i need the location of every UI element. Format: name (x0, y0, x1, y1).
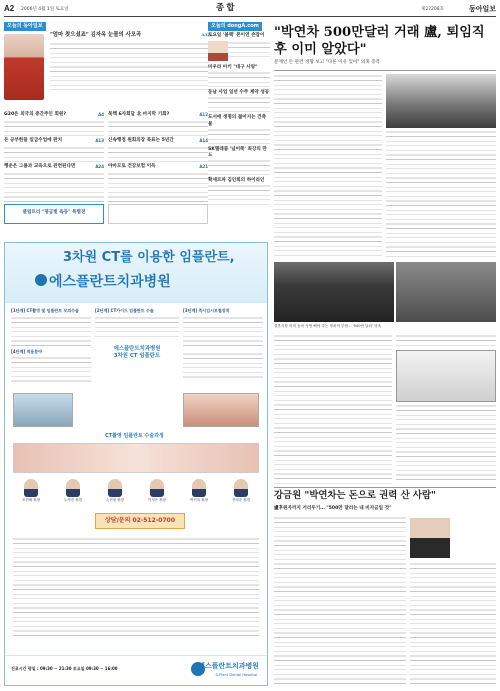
main-body-col2 (386, 130, 496, 258)
main-subheadline: 문재인 돈 관련 정황 보고 "다른 이유 있어" 의혹 증폭 (274, 60, 381, 65)
doctor-profile: 손현섭 원장 (97, 479, 133, 503)
main-photo (386, 74, 496, 128)
paper-logo: 동아일보 (468, 4, 496, 13)
ad-footer (5, 655, 267, 685)
ad-section: [3단계] 즉시임시보철장착 (183, 309, 263, 378)
dongacom-item[interactable]: 미우라 아키 "대구 사랑" (208, 65, 270, 87)
ad-title: 3차원 CT를 이용한 임플란트, (63, 250, 235, 265)
feature-headline[interactable]: "엄마 찾으셨죠" 김자옥 눈물의 사모곡 A32 (50, 32, 210, 38)
doctor-profile: 노영진 원장 (55, 479, 91, 503)
dongacom-tab: 오늘의 dongA.com (208, 22, 262, 31)
brief-item[interactable]: 북핵 6자회담 北 마지막 기회? A12 (108, 112, 208, 138)
brief-item[interactable]: 행운은 그룹과 교육으로 관련된다면 A24 (4, 164, 104, 202)
masthead (4, 3, 496, 17)
brief-item[interactable]: 야마모토 건강보험 이득 A21 (108, 164, 208, 202)
second-body-col1 (274, 516, 406, 684)
dongacom-photo (208, 41, 228, 61)
issue-date: 2006년 4월 1일 토요일 (21, 7, 69, 12)
ad-photo (13, 393, 73, 427)
feature-body (50, 42, 210, 90)
doctor-profile: 이정은 원장 (139, 479, 175, 503)
photo-caption: 결혼식장 어머 동의 사생 해야 하는 정치적 부담… '500만 달러' 당혹 (274, 324, 382, 328)
clinic-logo-icon (35, 274, 47, 286)
feature-tab: 오늘의 동아일보 (4, 22, 46, 31)
dongacom-headline[interactable]: 토요일 '블랙' 폰이연 손잡이 (208, 32, 265, 38)
ad-photo (183, 393, 259, 427)
main-body-col4 (396, 334, 496, 348)
ad-clinic-name: 에스플란트치과병원 (49, 274, 171, 290)
ceremony-photo-2 (396, 262, 496, 322)
ad-footer-english-name: S-Plant Dental Hospital (215, 673, 257, 678)
feature-photo (4, 34, 44, 100)
second-headline[interactable]: 강금원 "박연차는 돈으로 권력 산 사람" (274, 490, 436, 501)
second-subheadline: 盧후원자까지 거리두기… "500만 달러는 내 비자금일 것" (274, 506, 392, 511)
main-body-col3 (274, 334, 392, 484)
divider (274, 70, 496, 71)
ad-phone[interactable]: 상담/문의 02-512-0700 (95, 513, 185, 529)
section-title: 종합 (216, 3, 237, 13)
ad-hours: 진료시간 평일 : 09:30 ~ 21:30 토요일 09:30 ~ 16:00 (11, 665, 118, 671)
second-story-photo (410, 518, 450, 558)
doctor-profile: 박진옥 원장 (181, 479, 217, 503)
portrait-photo (396, 350, 496, 402)
main-body-col1 (274, 74, 382, 258)
divider (274, 487, 496, 488)
brief-item[interactable]: 돈 공부한들 일급수업에 판치 A13 (4, 138, 104, 164)
dongacom-column (208, 22, 270, 208)
main-body-col5 (396, 404, 496, 484)
small-ad[interactable] (108, 204, 208, 224)
doctor-profile: 전영준 원장 (223, 479, 259, 503)
todays-feature (4, 22, 210, 110)
ad-section: [2단계] CT가이드 임플란트 수술 에스플란트치과병원 3차원 CT 임플란트 (95, 309, 179, 360)
ad-center-text: 에스플란트치과병원 3차원 CT 임플란트 (113, 345, 161, 359)
doctor-profile: 조현배 원장 (13, 479, 49, 503)
dongacom-item[interactable]: 도서에 생명의 젊어지는 건축물 (208, 115, 270, 143)
ad-footer-clinic-name: 에스플란트치과병원 (198, 661, 259, 670)
ceremony-photo (274, 262, 394, 322)
page-number: A2 (4, 4, 15, 13)
brief-item[interactable]: 신속행정 원회의장 목표는 5년간 A14 (108, 138, 208, 164)
doctors-row (13, 479, 263, 507)
ad-subtitle: CT활영 임플란트 수술과정 (105, 433, 164, 439)
main-headline[interactable]: "박연차 500만달러 거래 盧, 퇴임직후 이미 알았다" (274, 25, 485, 57)
dongacom-item[interactable]: SK텔레콤 '넘어쪽' 최강의 만드 (208, 147, 270, 175)
dental-ad[interactable] (4, 242, 268, 686)
ad-header (5, 243, 267, 303)
dongacom-item[interactable]: 확세르파 김인희의 하이라인 (208, 178, 270, 208)
special-exhibit-banner[interactable]: 클럽트리 "명금빛 육동" 특별전 (4, 204, 104, 224)
brief-item[interactable]: G20은 외국의 중간주인 회원? A4 (4, 112, 104, 138)
dongacom-item[interactable]: 동남 사업 일년 수주 계약 성공 (208, 90, 270, 112)
issue-number: 제27208호 (420, 7, 444, 12)
second-body-col2 (410, 562, 496, 684)
ad-procedure-strip (13, 443, 259, 473)
ad-section: [1단계] CT촬영 및 임플란트 모의수술 [4단계] 적용분야 (11, 309, 91, 382)
ad-fineprint (13, 537, 259, 637)
